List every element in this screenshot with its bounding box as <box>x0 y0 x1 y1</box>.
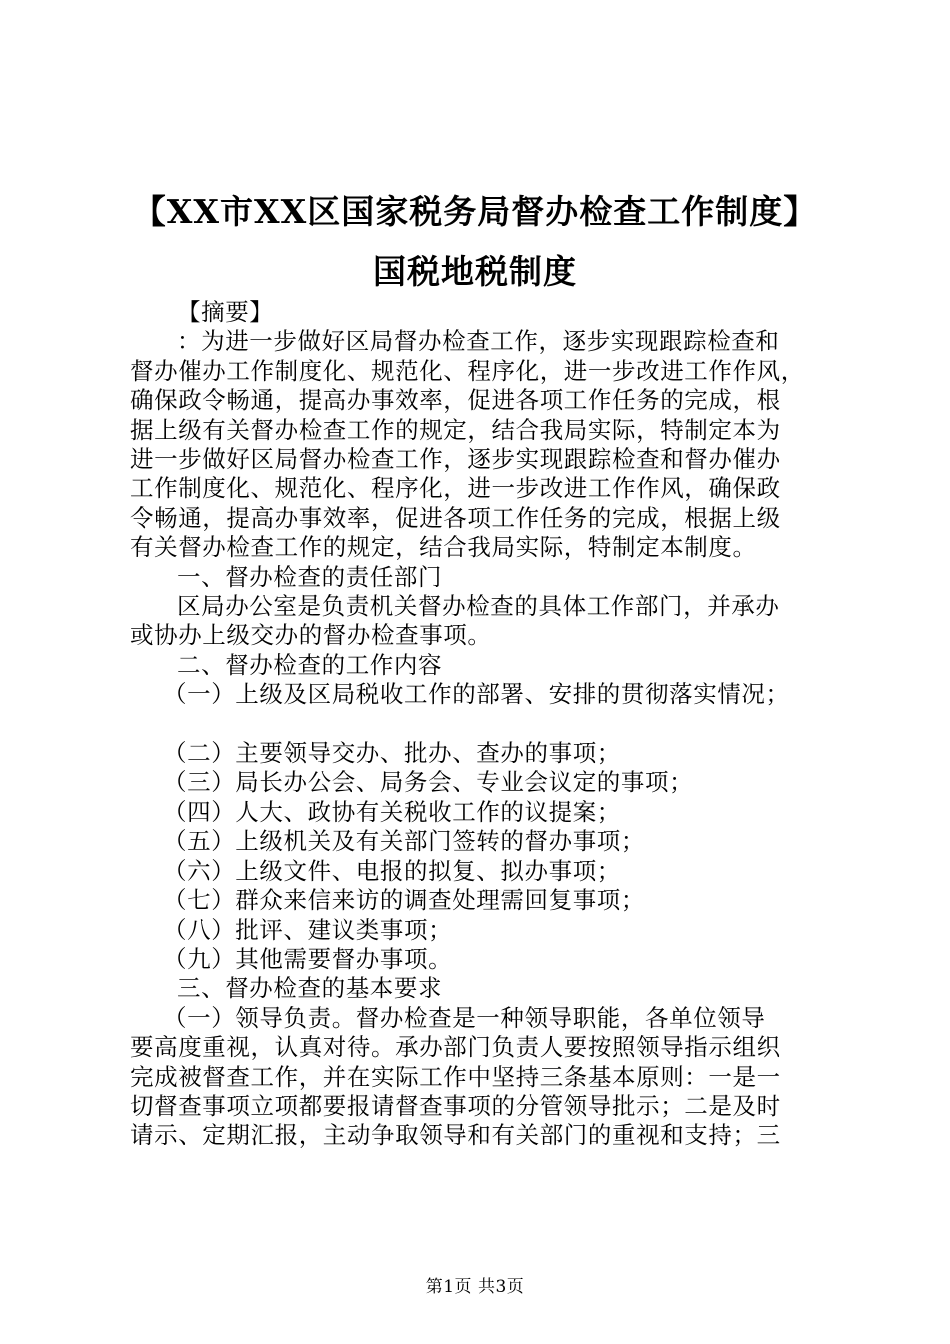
abstract-line: 督办催办工作制度化、规范化、程序化，进一步改进工作作风， <box>130 356 805 385</box>
abstract-line: 进一步做好区局督办检查工作，逐步实现跟踪检查和督办催办 <box>130 445 781 474</box>
document-title-line1: 【XX市XX区国家税务局督办检查工作制度】 <box>132 192 818 231</box>
abstract-heading: 【摘要】 <box>177 298 274 326</box>
page-footer: 第1页 共3页 <box>425 1277 525 1297</box>
section-line: （一）领导负责。督办检查是一种领导职能，各单位领导 <box>163 1003 766 1032</box>
abstract-line: 工作制度化、规范化、程序化，进一步改进工作作风，确保政 <box>130 474 781 503</box>
list-item: （二）主要领导交办、批办、查办的事项； <box>163 739 621 768</box>
list-item: （七）群众来信来访的调查处理需回复事项； <box>163 886 645 915</box>
list-item: （六）上级文件、电报的拟复、拟办事项； <box>163 856 621 885</box>
abstract-line: ：为进一步做好区局督办检查工作，逐步实现跟踪检查和 <box>177 327 780 356</box>
list-item: （三）局长办公会、局务会、专业会议定的事项； <box>163 768 694 797</box>
list-item: （八）批评、建议类事项； <box>163 915 453 944</box>
list-item: （四）人大、政协有关税收工作的议提案； <box>163 797 621 826</box>
section-line: 请示、定期汇报，主动争取领导和有关部门的重视和支持；三 <box>130 1121 781 1150</box>
section-line: 切督查事项立项都要报请督查事项的分管领导批示；二是及时 <box>130 1091 781 1120</box>
abstract-line: 确保政令畅通，提高办事效率，促进各项工作任务的完成，根 <box>130 386 781 415</box>
section-line: 区局办公室是负责机关督办检查的具体工作部门，并承办 <box>177 592 780 621</box>
section-heading: 二、督办检查的工作内容 <box>177 650 443 679</box>
list-item: （五）上级机关及有关部门签转的督办事项； <box>163 827 645 856</box>
document-body <box>130 298 830 1151</box>
blank-line <box>130 710 830 739</box>
document-title-line2: 国税地税制度 <box>373 252 577 291</box>
abstract-line: 据上级有关督办检查工作的规定，结合我局实际，特制定本为 <box>130 415 781 444</box>
section-heading: 一、督办检查的责任部门 <box>177 562 443 591</box>
section-heading: 三、督办检查的基本要求 <box>177 974 443 1003</box>
list-item: （九）其他需要督办事项。 <box>163 944 453 973</box>
section-line: 要高度重视，认真对待。承办部门负责人要按照领导指示组织 <box>130 1033 781 1062</box>
section-line: 完成被督查工作，并在实际工作中坚持三条基本原则：一是一 <box>130 1062 781 1091</box>
list-item: （一）上级及区局税收工作的部署、安排的贯彻落实情况； <box>163 680 790 709</box>
section-line: 或协办上级交办的督办检查事项。 <box>130 621 492 650</box>
abstract-line: 令畅通，提高办事效率，促进各项工作任务的完成，根据上级 <box>130 503 781 532</box>
abstract-line: 有关督办检查工作的规定，结合我局实际，特制定本制度。 <box>130 533 757 562</box>
